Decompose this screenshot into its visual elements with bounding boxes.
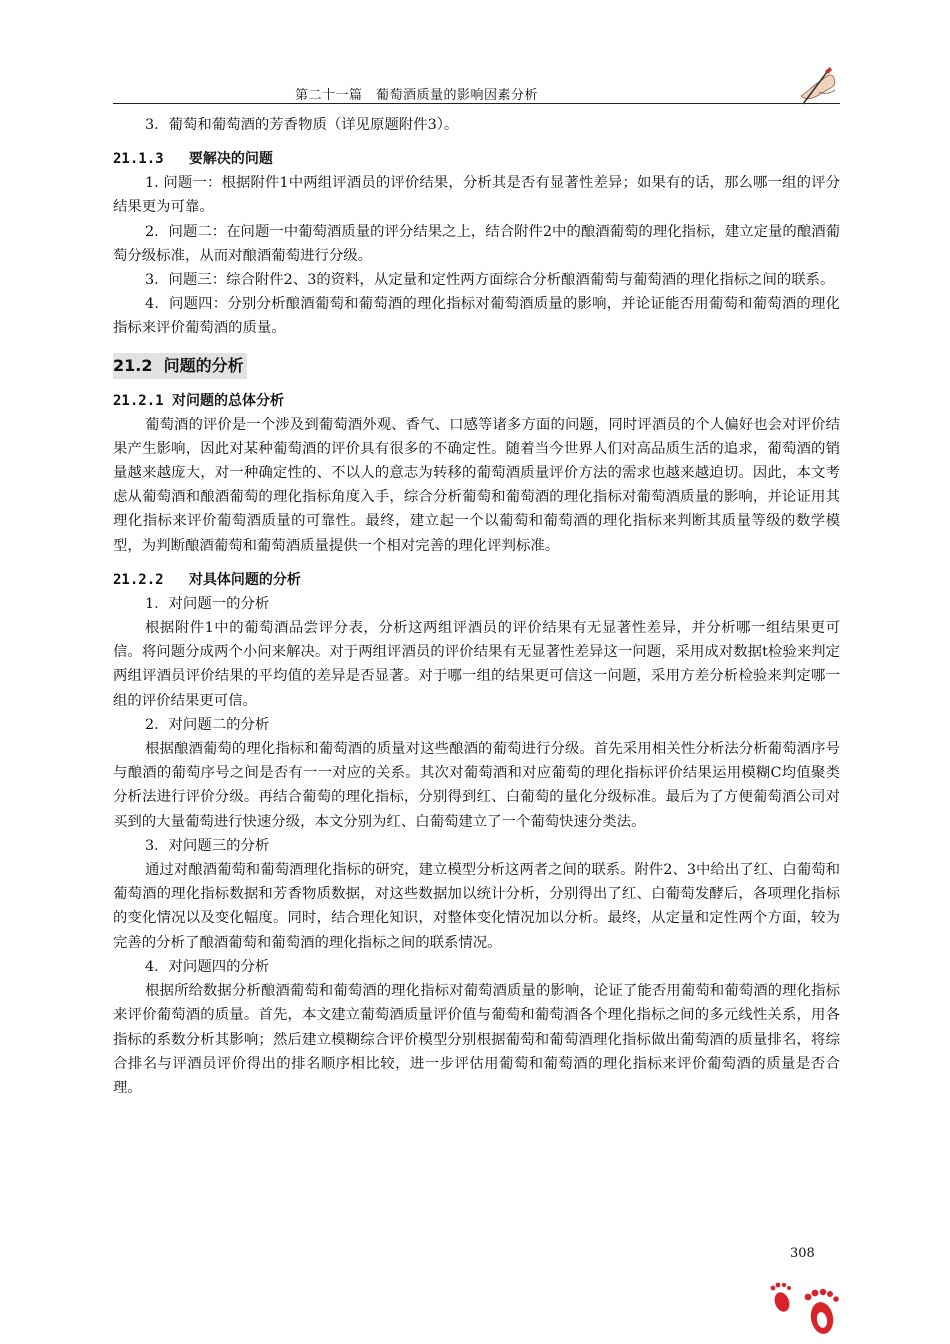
section-heading-21-2 xyxy=(113,353,247,379)
footprints-icon xyxy=(760,1280,850,1340)
section-title: 对问题的总体分析 xyxy=(172,392,285,409)
attachment-item: 3．葡萄和葡萄酒的芳香物质（详见原题附件3）。 xyxy=(145,117,459,133)
problem-item-3: 3．问题三：综合附件2、3的资料，从定量和定性两方面综合分析酿酒葡萄与葡萄酒的理化指标之间的联系。 xyxy=(145,272,835,289)
section-number: 21.2.2 xyxy=(113,571,164,588)
subsection-heading-3: 3．对问题三的分析 xyxy=(145,837,270,854)
section-number: 21.2 xyxy=(113,355,153,375)
section-title: 问题的分析 xyxy=(163,355,244,375)
section-title: 对具体问题的分析 xyxy=(188,571,301,588)
subsection-paragraph-3: 通过对酿酒葡萄和葡萄酒理化指标的研究，建立模型分析这两者之间的联系。附件2、3中给出了红、白葡萄和葡萄酒的理化指标数据和芳香物质数据，对这些数据加以统计分析，分别得出了红、白葡萄发酵后，各项理化指标的变化情况以及变化幅度。同时，结合理化知识，对整体变化情况加以分析。最终，从定量和定性两个方面，较为完善的分析了酿酒葡萄和葡萄酒的理化指标之间的联系情况。 xyxy=(113,862,840,951)
section-heading-21-2-1 xyxy=(113,389,840,413)
subsection-paragraph-4: 根据所给数据分析酿酒葡萄和葡萄酒的理化指标对葡萄酒质量的影响，论证了能否用葡萄和葡萄酒的理化指标来评价葡萄酒的质量。首先，本文建立葡萄酒质量评价值与葡萄和葡萄酒各个理化指标之间的多元线性关系，用各指标的系数分析其影响；然后建立模糊综合评价模型分别根据葡萄和葡萄酒理化指标做出葡萄酒的质量排名，将综合排名与评酒员评价得出的排名顺序相比较，进一步评估用葡萄和葡萄酒的理化指标来评价葡萄酒的质量是否合理。 xyxy=(113,983,840,1096)
page-content xyxy=(113,113,840,1100)
section-title: 要解决的问题 xyxy=(188,151,273,168)
hand-writing-pen-icon xyxy=(797,66,841,106)
subsection-heading-1: 1．对问题一的分析 xyxy=(145,595,270,612)
section-heading-21-2-2 xyxy=(113,568,840,592)
running-header xyxy=(113,84,840,102)
small-footprint xyxy=(771,1283,792,1314)
subsection-heading-4: 4．对问题四的分析 xyxy=(145,958,270,975)
problem-item-1: 1. 问题一：根据附件1中两组评酒员的评价结果，分析其是否有显著性差异；如果有的话，那么哪一组的评分结果更为可靠。 xyxy=(113,175,840,216)
subsection-heading-2: 2．对问题二的分析 xyxy=(145,716,270,733)
problem-item-4: 4．问题四：分别分析酿酒葡萄和葡萄酒的理化指标对葡萄酒质量的影响，并论证能否用葡萄和葡萄酒的理化指标来评价葡萄酒的质量。 xyxy=(113,296,840,337)
problem-item-2: 2．问题二：在问题一中葡萄酒质量的评分结果之上，结合附件2中的酿酒葡萄的理化指标，建立定量的酿酒葡萄分级标准，从而对酿酒葡萄进行分级。 xyxy=(113,223,840,264)
page-number: 308 xyxy=(790,1246,815,1261)
subsection-paragraph-2: 根据酿酒葡萄的理化指标和葡萄酒的质量对这些酿酒的葡萄进行分级。首先采用相关性分析法分析葡萄酒序号与酿酒的葡萄序号之间是否有一一对应的关系。其次对葡萄酒和对应葡萄的理化指标评价结果运用模糊C均值聚类分析法进行评价分级。再结合葡萄的理化指标，分别得到红、白葡萄的量化分级标准。最后为了方便葡萄酒公司对买到的大量葡萄进行快速分级，本文分别为红、白葡萄建立了一个葡萄快速分类法。 xyxy=(113,741,840,830)
section-number: 21.2.1 xyxy=(113,392,164,409)
section-number: 21.1.3 xyxy=(113,151,164,168)
overall-analysis-paragraph: 葡萄酒的评价是一个涉及到葡萄酒外观、香气、口感等诸多方面的问题，同时评酒员的个人偏好也会对评价结果产生影响，因此对某种葡萄酒的评价具有很多的不确定性。随着当今世界人们对高品质生活的追求，葡萄酒的销量越来越庞大，对一种确定性的、不以人的意志为转移的葡萄酒质量评价方法的需求也越来越迫切。因此，本文考虑从葡萄酒和酿酒葡萄的理化指标角度入手，综合分析葡萄和葡萄酒的理化指标对葡萄酒质量的影响，并论证用其理化指标来评价葡萄酒质量的可靠性。最终，建立起一个以葡萄和葡萄酒的理化指标来判断其质量等级的数学模型，为判断酿酒葡萄和葡萄酒质量提供一个相对完善的理化评判标准。 xyxy=(113,416,840,554)
section-heading-21-1-3 xyxy=(113,147,840,171)
header-title: 第二十一篇 葡萄酒质量的影响因素分析 xyxy=(295,88,539,103)
header-rule xyxy=(113,103,840,104)
subsection-paragraph-1: 根据附件1中的葡萄酒品尝评分表，分析这两组评酒员的评价结果有无显著性差异，并分析哪一组结果更可信。将问题分成两个小问来解决。对于两组评酒员的评价结果有无显著性差异这一问题，采用成对数据t检验来判定两组评酒员评价结果的平均值的差异是否显著。对于哪一组的结果更可信这一问题，采用方差分析检验来判定哪一组的评价结果更可信。 xyxy=(113,620,840,709)
